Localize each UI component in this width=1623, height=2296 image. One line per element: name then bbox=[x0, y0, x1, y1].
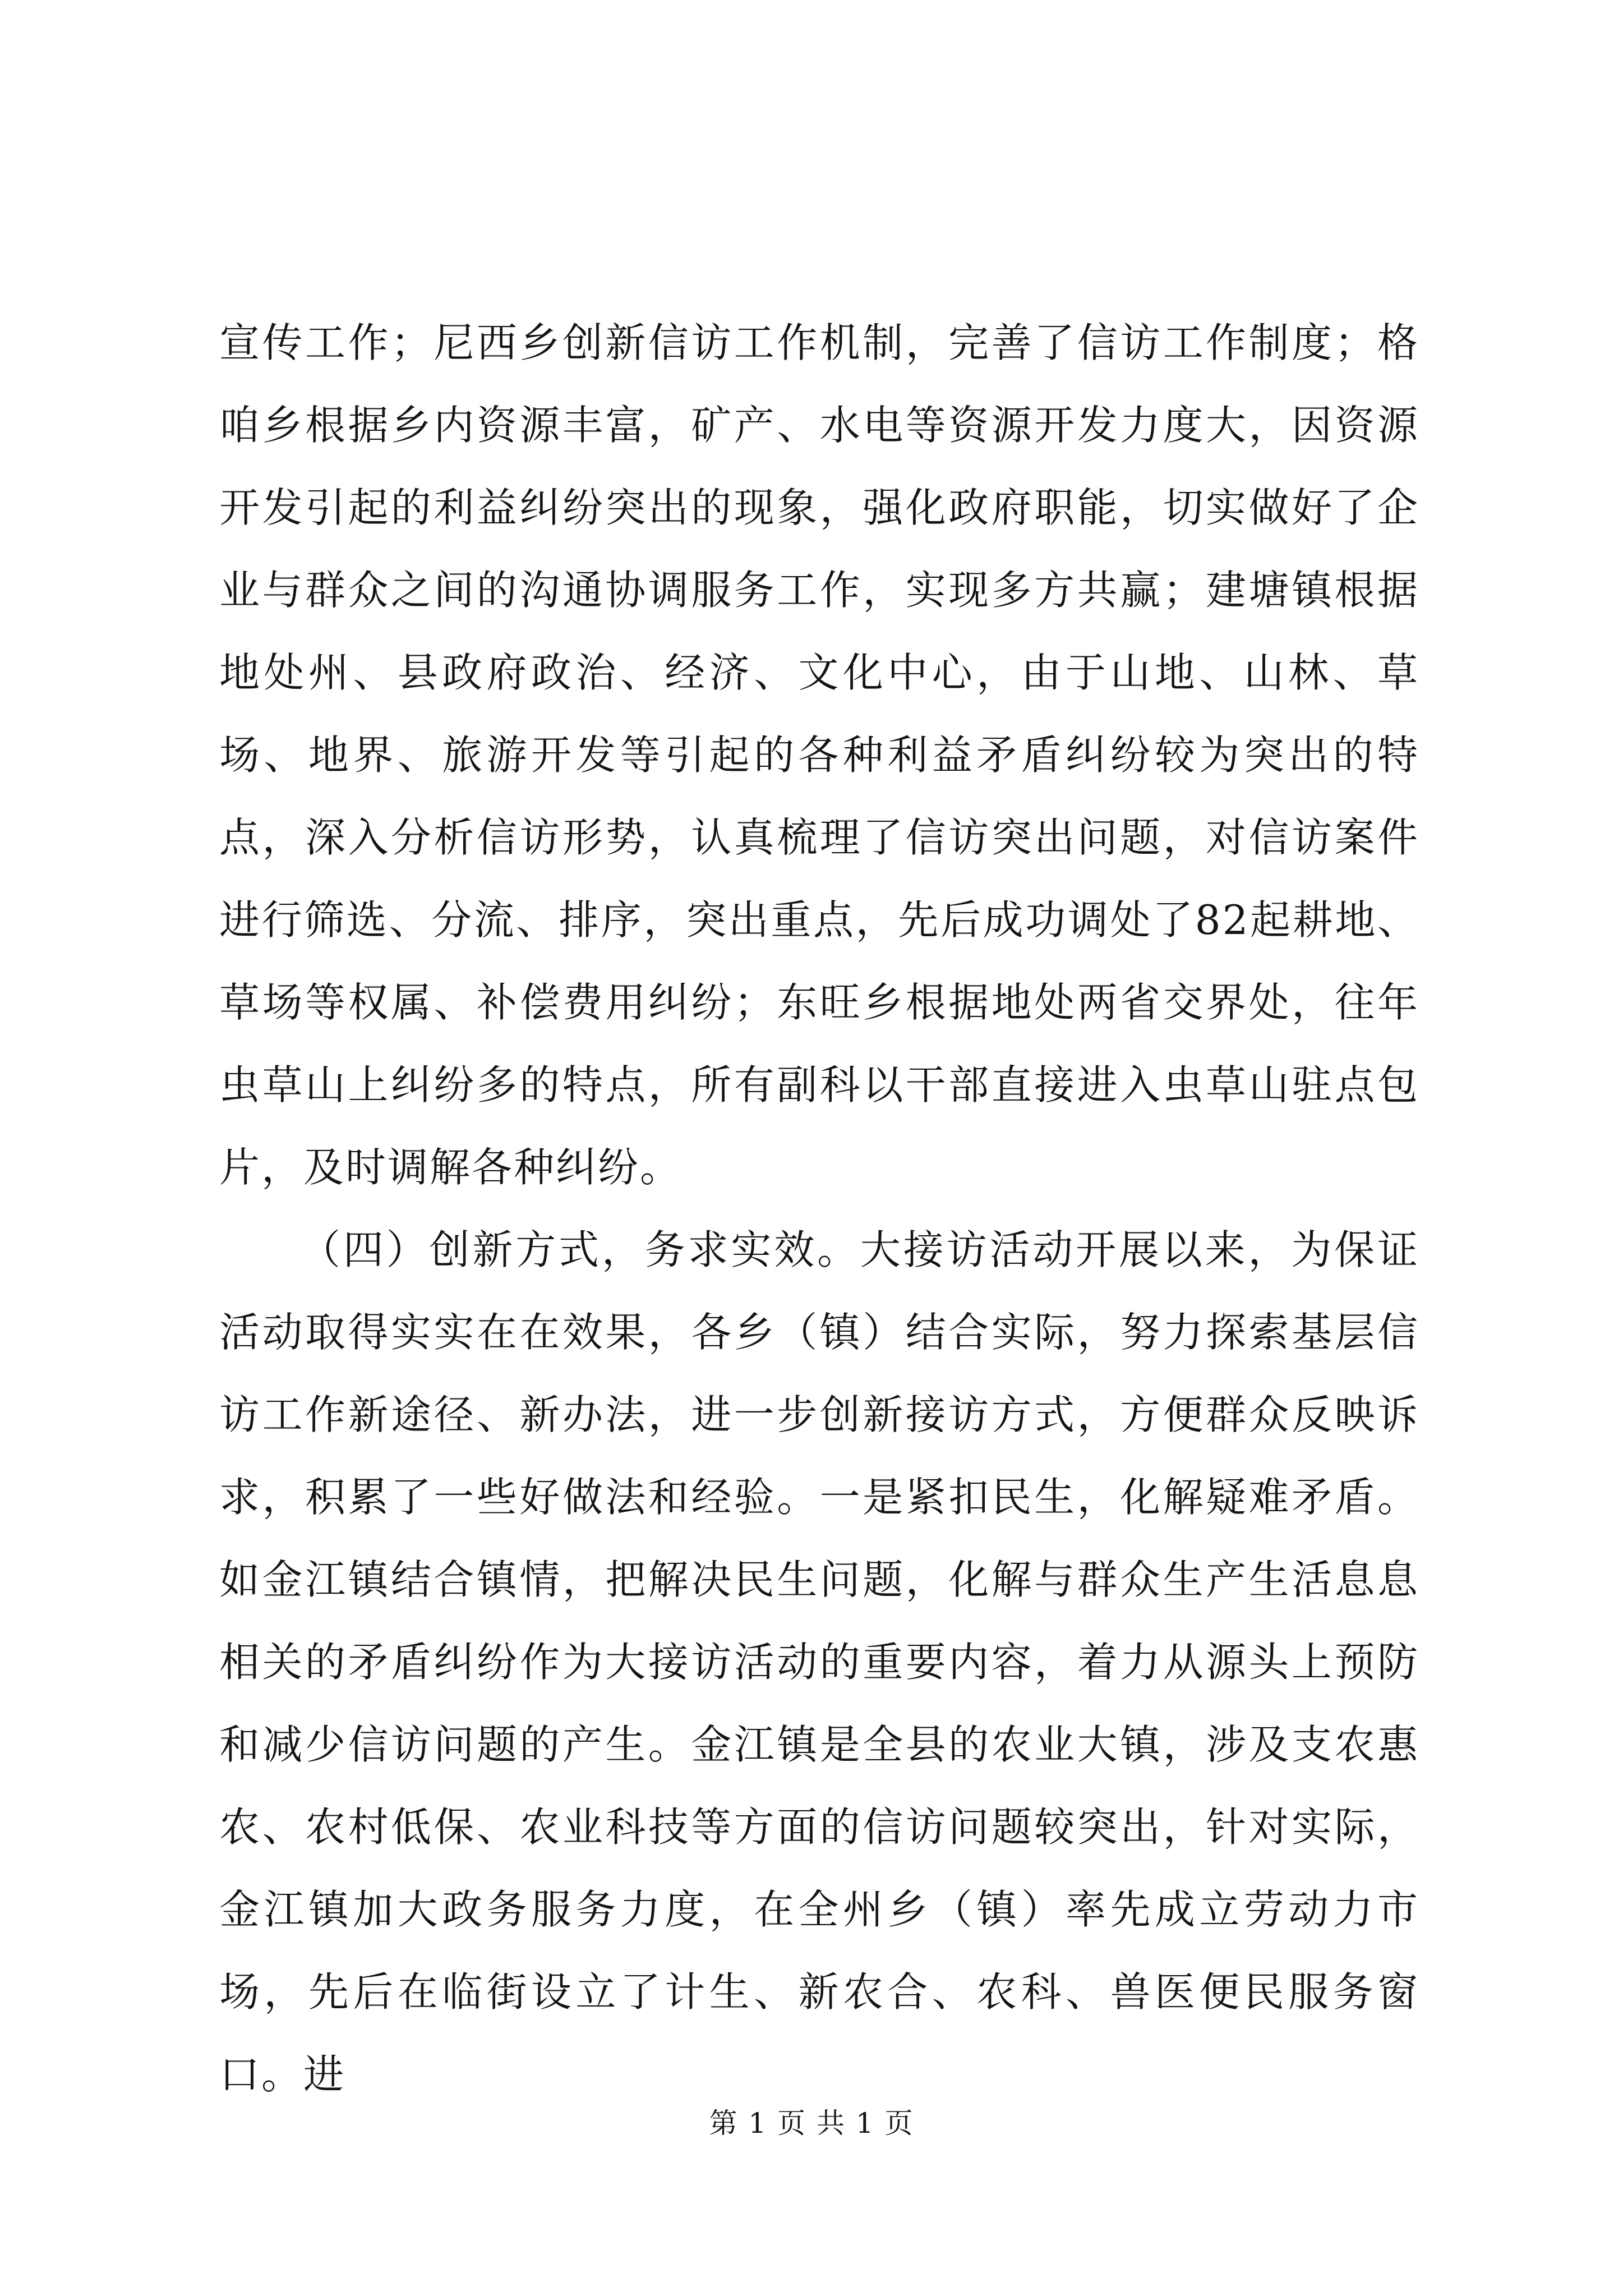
paragraph-continued: 宣传工作；尼西乡创新信访工作机制，完善了信访工作制度；格咱乡根据乡内资源丰富，矿产、水电等资源开发力度大，因资源开发引起的利益纠纷突出的现象，强化政府职能，切实做好了企业与群众之间的沟通协调服务工作，实现多方共赢；建塘镇根据地处州、县政府政治、经济、文化中心，由于山地、山林、草场、地界、旅游开发等引起的各种利益矛盾纠纷较为突出的特点，深入分析信访形势，认真梳理了信访突出问题，对信访案件进行筛选、分流、排序，突出重点，先后成功调处了82起耕地、草场等权属、补偿费用纠纷；东旺乡根据地处两省交界处，往年虫草山上纠纷多的特点，所有副科以干部直接进入虫草山驻点包片，及时调解各种纠纷。 bbox=[219, 319, 1419, 1191]
page-footer: 第 1 页 共 1 页 bbox=[709, 2107, 914, 2139]
document-body bbox=[219, 302, 1419, 2116]
paragraph-section-four: （四）创新方式，务求实效。大接访活动开展以来，为保证活动取得实实在在效果，各乡（镇）结合实际，努力探索基层信访工作新途径、新办法，进一步创新接访方式，方便群众反映诉求，积累了一些好做法和经验。一是紧扣民生，化解疑难矛盾。如金江镇结合镇情，把解决民生问题，化解与群众生产生活息息相关的矛盾纠纷作为大接访活动的重要内容，着力从源头上预防和减少信访问题的产生。金江镇是全县的农业大镇，涉及支农惠农、农村低保、农业科技等方面的信访问题较突出，针对实际，金江镇加大政务服务力度，在全州乡（镇）率先成立劳动力市场，先后在临街设立了计生、新农合、农科、兽医便民服务窗口。进 bbox=[219, 1226, 1419, 2098]
